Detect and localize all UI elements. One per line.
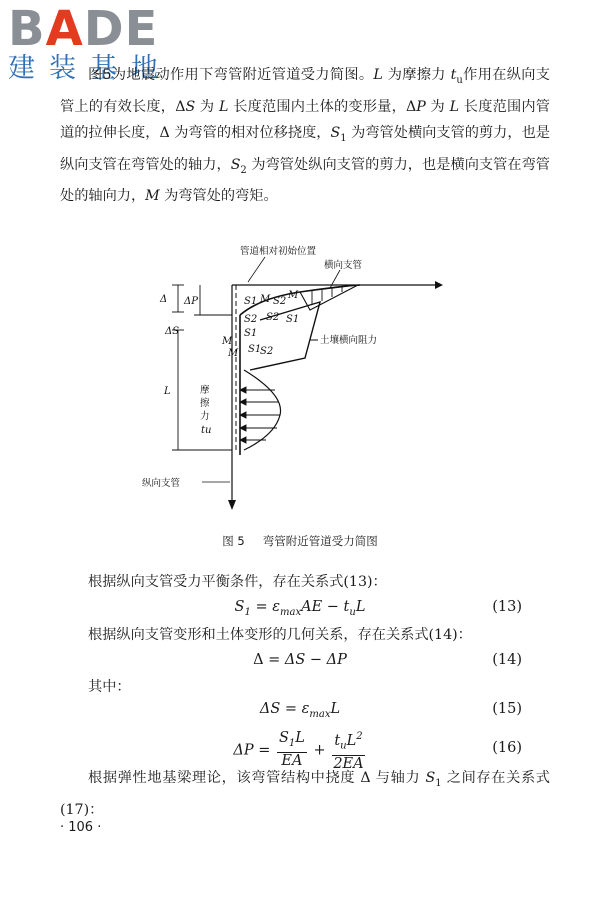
sym-M-right: M [288, 290, 299, 301]
sym-S2-lower: S2 [260, 346, 274, 357]
final-paragraph: 根据弹性地基梁理论，该弯管结构中挠度 Δ 与轴力 $S_1$ 之间存在关系式(17)： [60, 770, 550, 818]
label-lateral-pipe: 横向支管 [324, 260, 363, 271]
horizontal-axis-arrow [435, 281, 443, 289]
friction-arrows [240, 387, 280, 443]
sym-M-lower: M [228, 348, 239, 359]
label-longitudinal-pipe: 纵向支管 [142, 478, 181, 489]
sym-delta-p: ΔP [184, 296, 198, 307]
page-number: · 106 · [60, 820, 102, 835]
caption-title: 弯管附近管道受力简图 [262, 534, 378, 548]
eq13-tag: (13) [492, 599, 522, 615]
label-friction-symbol: tu [201, 425, 212, 436]
label-friction-1: 摩 [200, 385, 210, 396]
sym-S1-top: S1 [244, 296, 258, 307]
sym-S2-mid: S2 [266, 312, 280, 323]
sym-L: L [164, 386, 171, 397]
logo-brand: BADE [8, 1, 159, 57]
vertical-axis-arrow [228, 500, 236, 510]
sym-M-left: M [222, 336, 233, 347]
eq14-tag: (14) [492, 652, 522, 668]
label-initial-position: 管道相对初始位置 [240, 246, 317, 257]
label-soil-resistance: 土壤横向阻力 [320, 335, 378, 346]
label-friction-3: 力 [200, 411, 210, 422]
lateral-soil-resistance-shape [300, 285, 358, 310]
soil-resistance-polyline [250, 302, 320, 370]
caption-number: 图 5 [222, 534, 245, 548]
sym-M-top: M [260, 294, 271, 305]
sym-delta: Δ [160, 294, 168, 305]
label-friction-2: 擦 [200, 398, 210, 409]
sym-S1-mid: S1 [286, 314, 300, 325]
logo-subtitle: 建装基地 [8, 53, 172, 84]
leader-initial-position [248, 257, 265, 282]
sym-S1-left: S1 [244, 328, 258, 339]
friction-distribution-curve [244, 370, 281, 450]
intro-paragraph: 图5为地震动作用下弯管附近管道受力简图。L 为摩擦力 $t_u$作用在纵向支管上的有效长度，ΔS 为 L 长度范围内土体的变形量，ΔP 为 L 长度范围内管道的拉伸长度，Δ 为弯管的相对位移挠度，$S_1$ 为弯管处横向支管的剪力，也是纵向支管在弯管处的轴力，$S_2$ 为弯管处纵向支管的剪力，也是横向支管在弯管处的轴向力，M 为弯管处的弯矩。 [60, 67, 550, 205]
eq13-intro: 根据纵向支管受力平衡条件，存在关系式(13)： [88, 574, 387, 590]
eq16-tag: (16) [492, 740, 522, 756]
sym-delta-s: ΔS [165, 326, 180, 337]
eq14-intro: 根据纵向支管变形和土体变形的几何关系，存在关系式(14)： [88, 627, 472, 643]
sym-S1-lower: S1 [248, 344, 262, 355]
figure-caption [0, 533, 600, 549]
where-text: 其中： [88, 679, 131, 695]
sym-S2-left: S2 [244, 314, 258, 325]
force-diagram [140, 230, 460, 520]
sym-S2-top: S2 [273, 296, 287, 307]
eq15-tag: (15) [492, 701, 522, 717]
